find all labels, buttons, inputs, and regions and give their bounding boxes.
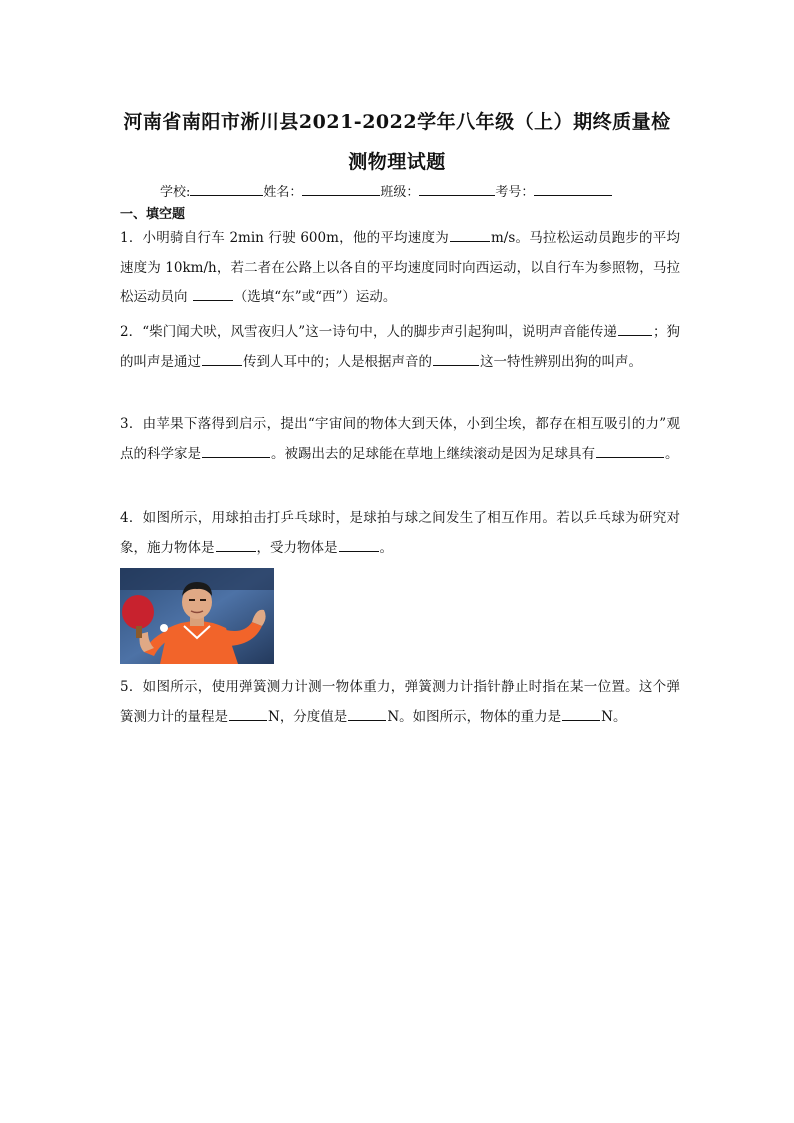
question-2-text-c: 传到人耳中的；人是根据声音的 — [243, 353, 432, 370]
question-5-text-a: 5．如图所示，使用弹簧测力计测一物体重力，弹簧测力计指针静止时指在某一位置。这个弹簧测力计的量程是 — [120, 679, 680, 725]
name-label: 姓名： — [263, 185, 303, 200]
student-info-row — [160, 181, 612, 200]
exam-no-label: 考号： — [495, 185, 535, 200]
question-4-text-b: ，受力物体是 — [256, 539, 338, 556]
exam-title-line-1: 河南省南阳市淅川县2021-2022学年八年级（上）期终质量检 — [123, 111, 671, 133]
question-2-text-a: 2．“柴门闻犬吠，风雪夜归人”这一诗句中，人的脚步声引起狗叫，说明声音能传递 — [120, 324, 617, 340]
question-3-text-a: 3．由苹果下落得到启示，提出“宇宙间的物体大到天体，小到尘埃，都存在相互吸引的力”观点的科学家是 — [120, 416, 680, 462]
school-label: 学校: — [160, 185, 191, 200]
question-1-blank-2 — [193, 288, 233, 301]
question-2 — [120, 318, 680, 377]
table-tennis-player-illustration — [120, 568, 274, 664]
question-2-blank-3 — [433, 353, 479, 366]
question-3 — [120, 410, 680, 469]
question-4 — [120, 504, 680, 563]
question-4-blank-2 — [339, 539, 379, 552]
question-3-text-c: 。 — [665, 445, 679, 462]
question-1 — [120, 224, 680, 313]
table-tennis-photo — [120, 568, 274, 664]
question-1-blank-1 — [450, 229, 490, 242]
exam-title-line-2: 测物理试题 — [348, 151, 446, 173]
exam-no-blank — [534, 183, 612, 196]
question-5-blank-3 — [562, 708, 600, 721]
question-5-text-b: N，分度值是 — [268, 708, 348, 725]
question-5 — [120, 673, 680, 732]
question-5-blank-1 — [229, 708, 267, 721]
question-5-text-c: N。如图所示，物体的重力是 — [387, 708, 562, 725]
question-5-text-d: N。 — [601, 708, 627, 725]
question-4-blank-1 — [216, 539, 256, 552]
question-2-text-b: ；狗的叫声是通过 — [120, 324, 680, 370]
section-heading-fill-in: 一、填空题 — [120, 207, 186, 222]
school-blank — [190, 183, 263, 196]
question-4-text-a: 4．如图所示，用球拍击打乒乓球时，是球拍与球之间发生了相互作用。若以乒乓球为研究对象，施力物体是 — [120, 510, 680, 556]
question-2-blank-1 — [618, 323, 652, 336]
question-1-text-a: 1．小明骑自行车 2min 行驶 600m，他的平均速度为 — [120, 230, 449, 246]
question-3-text-b: 。被踢出去的足球能在草地上继续滚动是因为足球具有 — [271, 445, 595, 462]
class-blank — [419, 183, 495, 196]
question-1-text-b: m/s。马拉松运动员跑步的平均速度为 10km/h，若二者在公路上以各自的平均速度同时向西运动，以自行车为参照物，马拉松运动员向 — [120, 230, 680, 305]
question-3-blank-2 — [596, 445, 664, 458]
question-2-blank-2 — [202, 353, 242, 366]
question-1-text-c: （选填“东”或“西”）运动。 — [233, 289, 397, 305]
name-blank — [302, 183, 380, 196]
question-5-blank-2 — [348, 708, 386, 721]
question-4-text-c: 。 — [379, 539, 393, 556]
question-2-text-d: 这一特性辨别出狗的叫声。 — [480, 353, 642, 370]
class-label: 班级： — [380, 185, 420, 200]
question-3-blank-1 — [202, 445, 270, 458]
